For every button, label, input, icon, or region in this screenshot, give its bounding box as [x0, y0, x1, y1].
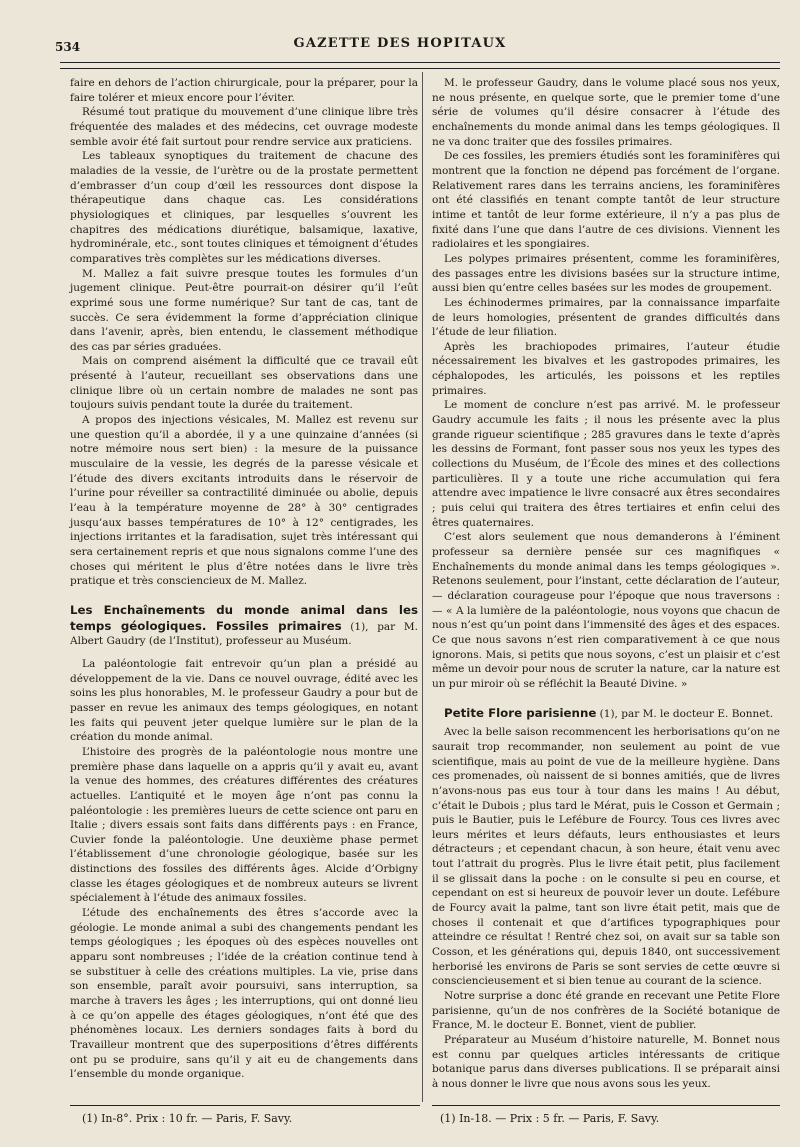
footnote: (1) In-18. — Prix : 5 fr. — Paris, F. Savy. [440, 1112, 660, 1125]
section-heading [432, 706, 780, 722]
paragraph: De ces fossiles, les premiers étudiés sont les foraminifères qui montrent que la fonction ne dépend pas forcément de l’organe. Relativement rares dans les terrains anciens, les foraminifères ont été classifiés en tenant compte tantôt de leur structure intime et tantôt de leur forme extérieure, il n’y a pas plus de fixité dans l’une que dans l’autre de ces divisions. Viennent les radiolaires et les spongiaires. [432, 150, 780, 251]
paragraph: Après les brachiopodes primaires, l’auteur étudie nécessairement les bivalves et les gastropodes primaires, les céphalopodes, les articulés, les poissons et les reptiles primaires. [432, 340, 780, 397]
paragraph: M. le professeur Gaudry, dans le volume placé sous nos yeux, ne nous présente, en quelque sorte, que le premier tome d’une série de volumes qu’il désire consacrer à l’étude des enchaînements du monde animal dans les temps géologiques. Il ne va donc traiter que des fossiles primaires. [432, 77, 780, 148]
left-column [70, 76, 418, 1082]
paragraph: C’est alors seulement que nous demanderons à l’éminent professeur sa dernière pensée sur ces magnifiques « Enchaînements du monde animal dans les temps géologiques ». Retenons seulement, pour l’instant, cette déclaration de l’auteur, — déclaration courageuse pour l’époque que nous traversons : — « A la lumière de la paléontologie, nous voyons que chacun de nous n’est qu’un point dans l’immensité des âges et des espaces. Ce que nous savons n’est rien comparativement à ce que nous ignorons. Mais, si petits que nous soyons, c’est un plaisir et c’est même un devoir pour nous de scruter la nature, car la nature est un pur miroir où se réfléchit la Beauté Divine. » [432, 531, 780, 690]
paragraph: La paléontologie fait entrevoir qu’un plan a présidé au développement de la vie. Dans ce nouvel ouvrage, édité avec les soins les plus honorables, M. le professeur Gaudry a pour but de passer en revue les animaux des temps géologiques, en notant les faits qui peuvent jeter quelque lumière sur le plan de la création du monde animal. [70, 657, 418, 744]
running-head: GAZETTE DES HOPITAUX [293, 36, 507, 51]
paragraph: Le moment de conclure n’est pas arrivé. M. le professeur Gaudry accumule les faits ; il nous les présente avec la plus grande rigueur scientifique ; 285 gravures dans le texte d’après les dessins de Formant, font passer sous nos yeux les types des collections du Muséum, de l’École des mines et des collections particulières. Il y a toute une riche accumulation qui fera attendre avec impatience le livre consacré aux êtres secondaires ; puis celui qui traitera des êtres tertiaires et enfin celui des êtres quaternaires. [432, 399, 780, 529]
section-heading [70, 603, 418, 649]
footnote: (1) In-8°. Prix : 10 fr. — Paris, F. Savy. [82, 1112, 293, 1125]
paragraph: Les tableaux synoptiques du traitement de chacune des maladies de la vessie, de l’urètre ou de la prostate permettent d’embrasser d’un coup d’œil les ressources dont dispose la thérapeutique dans chaque cas. Les considérations physiologiques et cliniques, par lesquelles s’ouvrent les chapitres des médications diurétique, balsamique, laxative, hydrominérale, etc., sont toutes cliniques et témoignent d’études comparatives très complètes sur les médications diverses. [70, 150, 418, 265]
footnote-rule [70, 1105, 420, 1106]
header-rule-thin [60, 68, 780, 69]
footnote-rule [432, 1105, 780, 1106]
paragraph: Avec la belle saison recommencent les herborisations qu’on ne saurait trop recommander, non seulement au point de vue scientifique, mais au point de vue de la meilleure hygiène. Dans ces promenades, où naissent de si bonnes amitiés, que de livres n’avons-nous pas eus tour à tour dans les mains ! Au début, c’était le Dubois ; plus tard le Mérat, puis le Cosson et Germain ; puis le Bautier, puis le Lefébure de Fourcy. Tous ces livres avec leurs mérites et leurs défauts, leurs enthousiastes et leurs détracteurs ; et cependant chacun, à son heure, était venu avec tout l’attrait du progrès. Plus le livre était petit, plus facilement il se glissait dans la poche : on le consulte si peu en course, et cependant on est si heureux de pouvoir lever un doute. Lefébure de Fourcy avait la palme, tant son livre était petit, mais que de choses il contenait et que d’artifices typographiques pour atteindre ce résultat ! Rentré chez soi, on avait sur sa table son Cosson, et les générations qui, depuis 1840, ont successivement herborisé les environs de Paris se sont servies de cette œuvre si consciencieusement et si bien tenue au courant de la science. [432, 726, 780, 988]
section-title-rest: (1), par M. Albert Gaudry (de l’Institut), professeur au Muséum. [70, 620, 418, 648]
paragraph: Les polypes primaires présentent, comme les foraminifères, des passages entre les divisions basées sur la structure intime, aussi bien qu’entre celles basées sur les modes de groupement. [432, 252, 780, 295]
paragraph: M. Mallez a fait suivre presque toutes les formules d’un jugement clinique. Peut-être pourrait-on désirer qu’il l’eût exprimé sous une forme numérique? Sur tant de cas, tant de succès. Ce sera évidemment la forme d’appréciation clinique dans l’avenir, après, bien entendu, le classement méthodique des cas par séries graduées. [70, 267, 418, 353]
paragraph: Mais on comprend aisément la difficulté que ce travail eût présenté à l’auteur, recueillant ses observations dans une clinique libre où un certain nombre de malades ne sont pas toujours suivis pendant toute la durée du traitement. [70, 355, 418, 412]
paragraph: faire en dehors de l’action chirurgicale, pour la préparer, pour la faire tolérer et mieux encore pour l’éviter. [70, 77, 418, 104]
paragraph: Résumé tout pratique du mouvement d’une clinique libre très fréquentée des malades et des médecins, cet ouvrage modeste semble avoir été fait surtout pour rendre service aux praticiens. [70, 106, 418, 148]
paragraph: A propos des injections vésicales, M. Mallez est revenu sur une question qu’il a abordée, il y a une quinzaine d’années (si notre mémoire nous sert bien) : la mesure de la puissance musculaire de la vessie, les degrés de la paresse vésicale et l’étude des divers excitants introduits dans le réservoir de l’urine pour réveiller sa contractilité diminuée ou abolie, depuis l’eau à la température moyenne de 28° à 30° centigrades jusqu’aux basses températures de 10° à 12° centigrades, les injections irritantes et la faradisation, sujet très intéressant qui sera certainement repris et que nous signalons comme l’une des choses qui méritent le plus d’être notées dans le livre très pratique et très consciencieux de M. Mallez. [70, 414, 418, 588]
right-column [432, 76, 780, 1092]
page-number: 534 [55, 40, 81, 54]
paragraph: L’étude des enchaînements des êtres s’accorde avec la géologie. Le monde animal a subi des changements pendant les temps géologiques ; les époques où des espèces nouvelles ont apparu sont nombreuses ; l’idée de la création continue tend à se substituer à celle des créations multiples. La vie, prise dans son ensemble, paraît avoir poursuivi, sans interruption, sa marche à travers les âges ; les interruptions, qui ont donné lieu à ce qu’on appelle des étages géologiques, n’ont été que des phénomènes locaux. Les derniers sondages faits à bord du Travailleur montrent que des superpositions d’êtres différents ont pu se produire, sans qu’il y ait eu de changements dans l’ensemble du monde organique. [70, 907, 418, 1081]
section-title: Les Enchaînements du monde animal dans les temps géologiques. Fossiles primaires [70, 602, 418, 633]
section-title: Petite Flore parisienne [444, 705, 597, 720]
section-title-rest: (1), par M. le docteur E. Bonnet. [596, 707, 774, 720]
column-divider [422, 72, 423, 1102]
header-rule [60, 62, 780, 63]
paragraph: Les échinodermes primaires, par la connaissance imparfaite de leurs homologies, présentent de grandes difficultés dans l’étude de leur filiation. [432, 296, 780, 339]
paragraph: L’histoire des progrès de la paléontologie nous montre une première phase dans laquelle on a appris qu’il y avait eu, avant la venue des hommes, des créatures différentes des créatures actuelles. L’antiquité et le moyen âge n’ont pas connu la paléontologie : les premières lueurs de cette science ont paru en Italie ; divers essais sont faits dans différents pays : en France, Cuvier fonde la paléontologie. Une deuxième phase permet l’établissement d’une chronologie géologique, basée sur les distinctions des fossiles des différents âges. Alcide d’Orbigny classe les étages géologiques et de nombreux auteurs se livrent spécialement à l’étude des animaux fossiles. [70, 745, 418, 905]
paragraph: Préparateur au Muséum d’histoire naturelle, M. Bonnet nous est connu par quelques articles intéressants de critique botanique parus dans diverses publications. Il se préparait ainsi à nous donner le livre que nous avons sous les yeux. [432, 1034, 780, 1090]
paragraph: Notre surprise a donc été grande en recevant une Petite Flore parisienne, qu’un de nos confrères de la Société botanique de France, M. le docteur E. Bonnet, vient de publier. [432, 990, 780, 1032]
